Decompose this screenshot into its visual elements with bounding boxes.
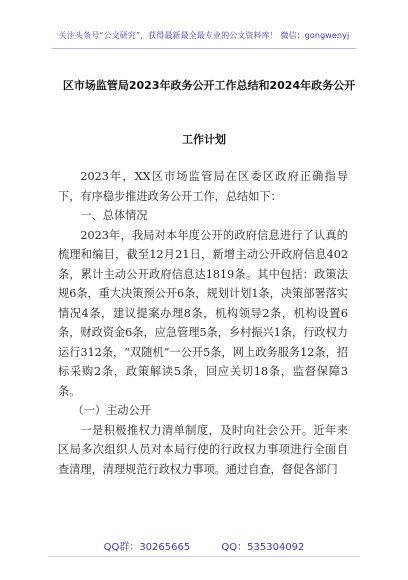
section-heading: 一、总体情况 bbox=[80, 209, 148, 222]
section-paragraph: 2023年，我局对本年度公开的政府信息进行了认真的梳理和编目，截至12月21日，新增主动公开政府信息402条，累计主动公开政府信息达1819条。其中包括：政策法规6条，重大决策预公开6条，规划计划1条，决策部署落实情况4条，建议提案办理8条，机构领导2条，机构设置6条，财政资金6条，应急管理5条，乡村振兴1条，行政权力运行312条，“双随机”一公开5条，网上政务服务12条，招标采购2条，政策解读5条，回应关切18条，监督保障3条。 bbox=[58, 228, 348, 398]
document-title-continued: 工作计划 bbox=[182, 133, 226, 146]
header-notice: 关注头条号“公文研究”，获得最新最全最专业的公文资料库！ 微信：gongwenyj bbox=[58, 31, 350, 40]
document-body bbox=[58, 167, 348, 479]
subsection-paragraph: 一是积极推权力清单制度，及时向社会公开。近年来区局多次组织人员对本局行使的行政权力事项进行全面自查清理，清理规范行政权力事项。通过自查，督促各部门 bbox=[58, 423, 348, 476]
intro-paragraph: 2023年，XX区市场监管局在区委区政府正确指导下，有序稳步推进政务公开工作，总结如下： bbox=[58, 170, 348, 203]
footer-qq: QQ：535304092 bbox=[221, 542, 305, 553]
footer-contacts bbox=[0, 538, 408, 553]
header-divider bbox=[52, 48, 356, 49]
document-title: 区市场监管局2023年政务公开工作总结和2024年政务公开 bbox=[62, 79, 356, 92]
footer-divider bbox=[48, 556, 360, 557]
subsection-heading: （一）主动公开 bbox=[72, 404, 151, 417]
footer-qq-group: QQ群：30265665 bbox=[103, 542, 191, 553]
